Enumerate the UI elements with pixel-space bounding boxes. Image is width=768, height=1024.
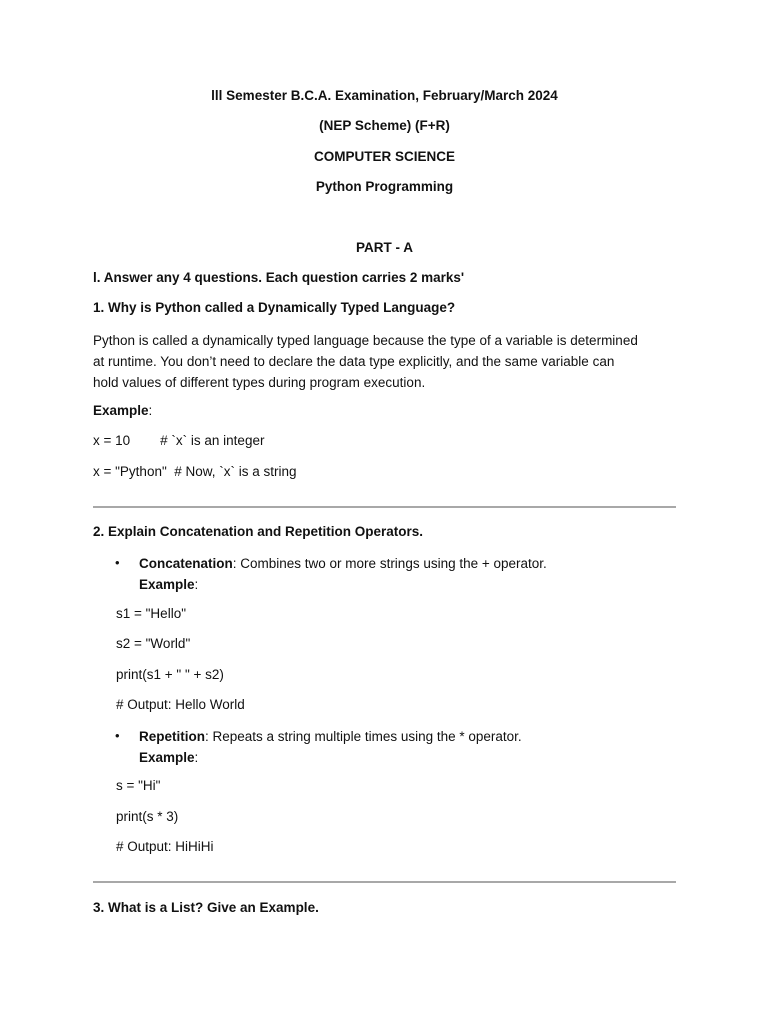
code-line: x = "Python" # Now, `x` is a string	[93, 464, 297, 479]
code-line: # Output: HiHiHi	[116, 839, 214, 854]
exam-scheme: (NEP Scheme) (F+R)	[319, 118, 450, 133]
paper-title: Python Programming	[315, 179, 454, 194]
example-heading	[139, 574, 547, 595]
question-2-title: 2. Explain Concatenation and Repetition Operators.	[93, 524, 424, 539]
example-colon: :	[194, 577, 199, 592]
concatenation-text: : Combines two or more strings using the + operator.	[232, 556, 547, 571]
answer-line: hold values of different types during program execution.	[93, 375, 426, 390]
example-label: Example	[93, 403, 149, 418]
code-line: x = 10 # `x` is an integer	[93, 433, 265, 448]
example-colon: :	[148, 403, 153, 418]
subject-title: COMPUTER SCIENCE	[313, 149, 455, 164]
question-1-answer	[93, 330, 676, 393]
exam-title: lll Semester B.C.A. Examination, February/March 2024	[211, 88, 558, 103]
code-line: s1 = "Hello"	[116, 606, 186, 621]
bullet-icon: •	[115, 728, 120, 743]
example-label: Example	[139, 577, 195, 592]
answer-line: at runtime. You don’t need to declare the data type explicitly, and the same variable can	[93, 354, 615, 369]
section-divider	[93, 506, 676, 508]
example-colon: :	[194, 750, 199, 765]
concatenation-label: Concatenation	[139, 556, 233, 571]
concatenation-item	[139, 553, 547, 595]
code-line: s = "Hi"	[116, 778, 161, 793]
example-label: Example	[139, 750, 195, 765]
bullet-icon: •	[115, 555, 120, 570]
answer-line: Python is called a dynamically typed language because the type of a variable is determined	[93, 333, 638, 348]
example-heading	[139, 747, 522, 768]
code-line: s2 = "World"	[116, 636, 191, 651]
repetition-line	[139, 726, 522, 747]
repetition-label: Repetition	[139, 729, 205, 744]
part-heading: PART - A	[356, 240, 413, 255]
code-line: print(s1 + " " + s2)	[116, 667, 224, 682]
instruction-text: l. Answer any 4 questions. Each question carries 2 marks'	[93, 270, 465, 285]
example-heading	[93, 403, 152, 418]
repetition-item	[139, 726, 522, 768]
code-line: print(s * 3)	[116, 809, 179, 824]
question-1-title: 1. Why is Python called a Dynamically Typed Language?	[93, 300, 456, 315]
repetition-text: : Repeats a string multiple times using the * operator.	[205, 729, 522, 744]
code-line: # Output: Hello World	[116, 697, 245, 712]
section-divider	[93, 881, 676, 883]
question-3-title: 3. What is a List? Give an Example.	[93, 900, 319, 915]
concatenation-line	[139, 553, 547, 574]
